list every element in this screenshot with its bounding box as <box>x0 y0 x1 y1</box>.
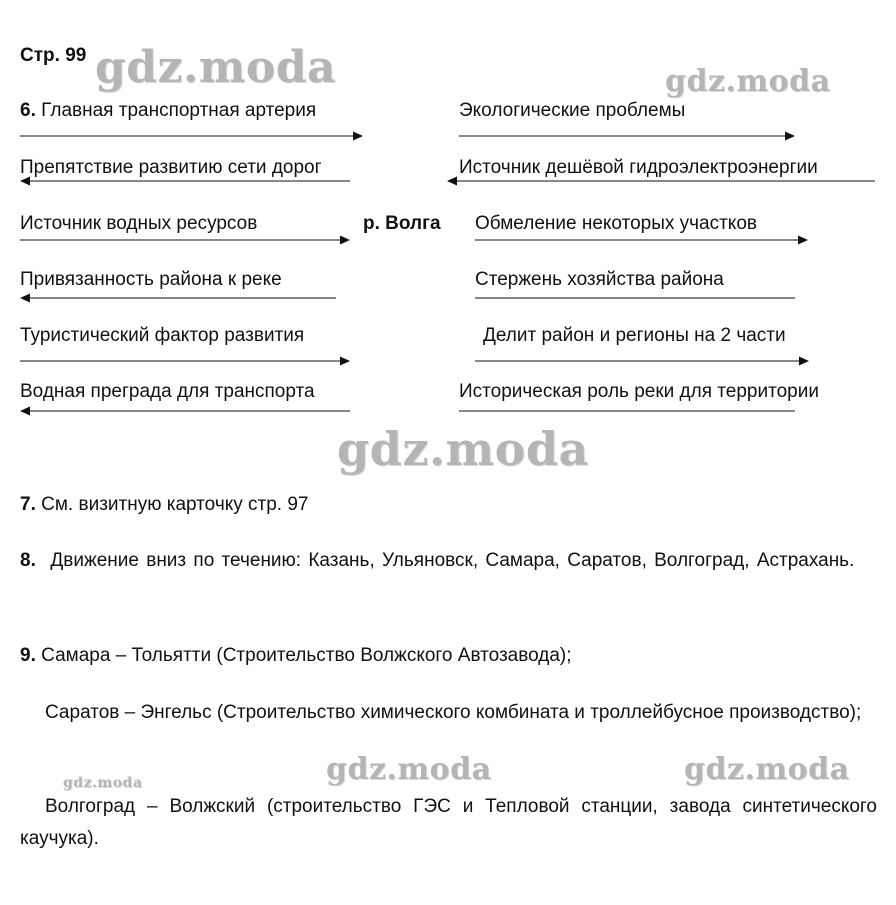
arrow-left-icon <box>20 405 350 417</box>
watermark-small: gdz.moda <box>63 775 143 791</box>
arrow-right-icon <box>459 130 795 142</box>
watermark-top-right: gdz.moda <box>665 64 831 99</box>
task6-right-item: Историческая роль реки для территории <box>459 381 819 402</box>
task7-text: См. визитную карточку стр. 97 <box>41 494 309 515</box>
task6-left-text: Главная транспортная артерия <box>41 100 317 121</box>
task6-left-item: Водная преграда для транспорта <box>20 381 315 402</box>
center-label-volga: р. Волга <box>363 213 441 234</box>
horizontal-line <box>459 405 795 417</box>
task7-number: 7. <box>20 494 36 515</box>
task8-text: Движение вниз по течению: Казань, Ульяновск, Самара, Саратов, Волгоград, Астрахань. <box>50 550 855 571</box>
arrow-left-icon <box>20 175 350 187</box>
page-label: Стр. 99 <box>20 45 87 66</box>
task6-left-item: Источник водных ресурсов <box>20 213 258 234</box>
task9-line1 <box>20 640 877 672</box>
task9-line3: Волгоград – Волжский (строительство ГЭС и Тепловой станции, завода синтетического каучука). <box>20 796 877 849</box>
watermark-bottom-right: gdz.moda <box>684 752 850 787</box>
arrow-right-icon <box>475 355 809 367</box>
arrow-right-icon <box>20 355 350 367</box>
arrow-right-icon <box>20 234 350 246</box>
task8-number: 8. <box>20 550 36 571</box>
task6-left-item <box>20 100 316 122</box>
arrow-right-icon <box>20 130 363 142</box>
watermark-top-left: gdz.moda <box>95 42 337 93</box>
task6-right-item: Экологические проблемы <box>459 100 686 121</box>
horizontal-line <box>475 292 795 304</box>
watermark-bottom-center: gdz.moda <box>326 752 492 787</box>
task6-number: 6. <box>20 100 36 121</box>
arrow-right-icon <box>475 234 808 246</box>
task9-line2: Саратов – Энгельс (Строительство химического комбината и троллейбусное производство); <box>45 702 862 723</box>
task6-left-item: Привязанность района к реке <box>20 269 282 290</box>
task6-right-item: Стержень хозяйства района <box>475 269 724 290</box>
task6-right-item: Источник дешёвой гидроэлектроэнергии <box>459 157 818 178</box>
task7-paragraph <box>20 489 877 521</box>
task9-number: 9. <box>20 645 36 666</box>
arrow-left-icon <box>447 175 875 187</box>
task8-paragraph <box>20 545 877 577</box>
task9-text-1: Самара – Тольятти (Строительство Волжского Автозавода); <box>41 645 572 666</box>
task6-right-item: Делит район и регионы на 2 части <box>483 325 786 346</box>
arrow-left-icon <box>20 292 336 304</box>
task6-left-item: Туристический фактор развития <box>20 325 305 346</box>
watermark-middle: gdz.moda <box>337 422 589 476</box>
task6-right-item: Обмеление некоторых участков <box>475 213 757 234</box>
task6-left-item: Препятствие развитию сети дорог <box>20 157 322 178</box>
